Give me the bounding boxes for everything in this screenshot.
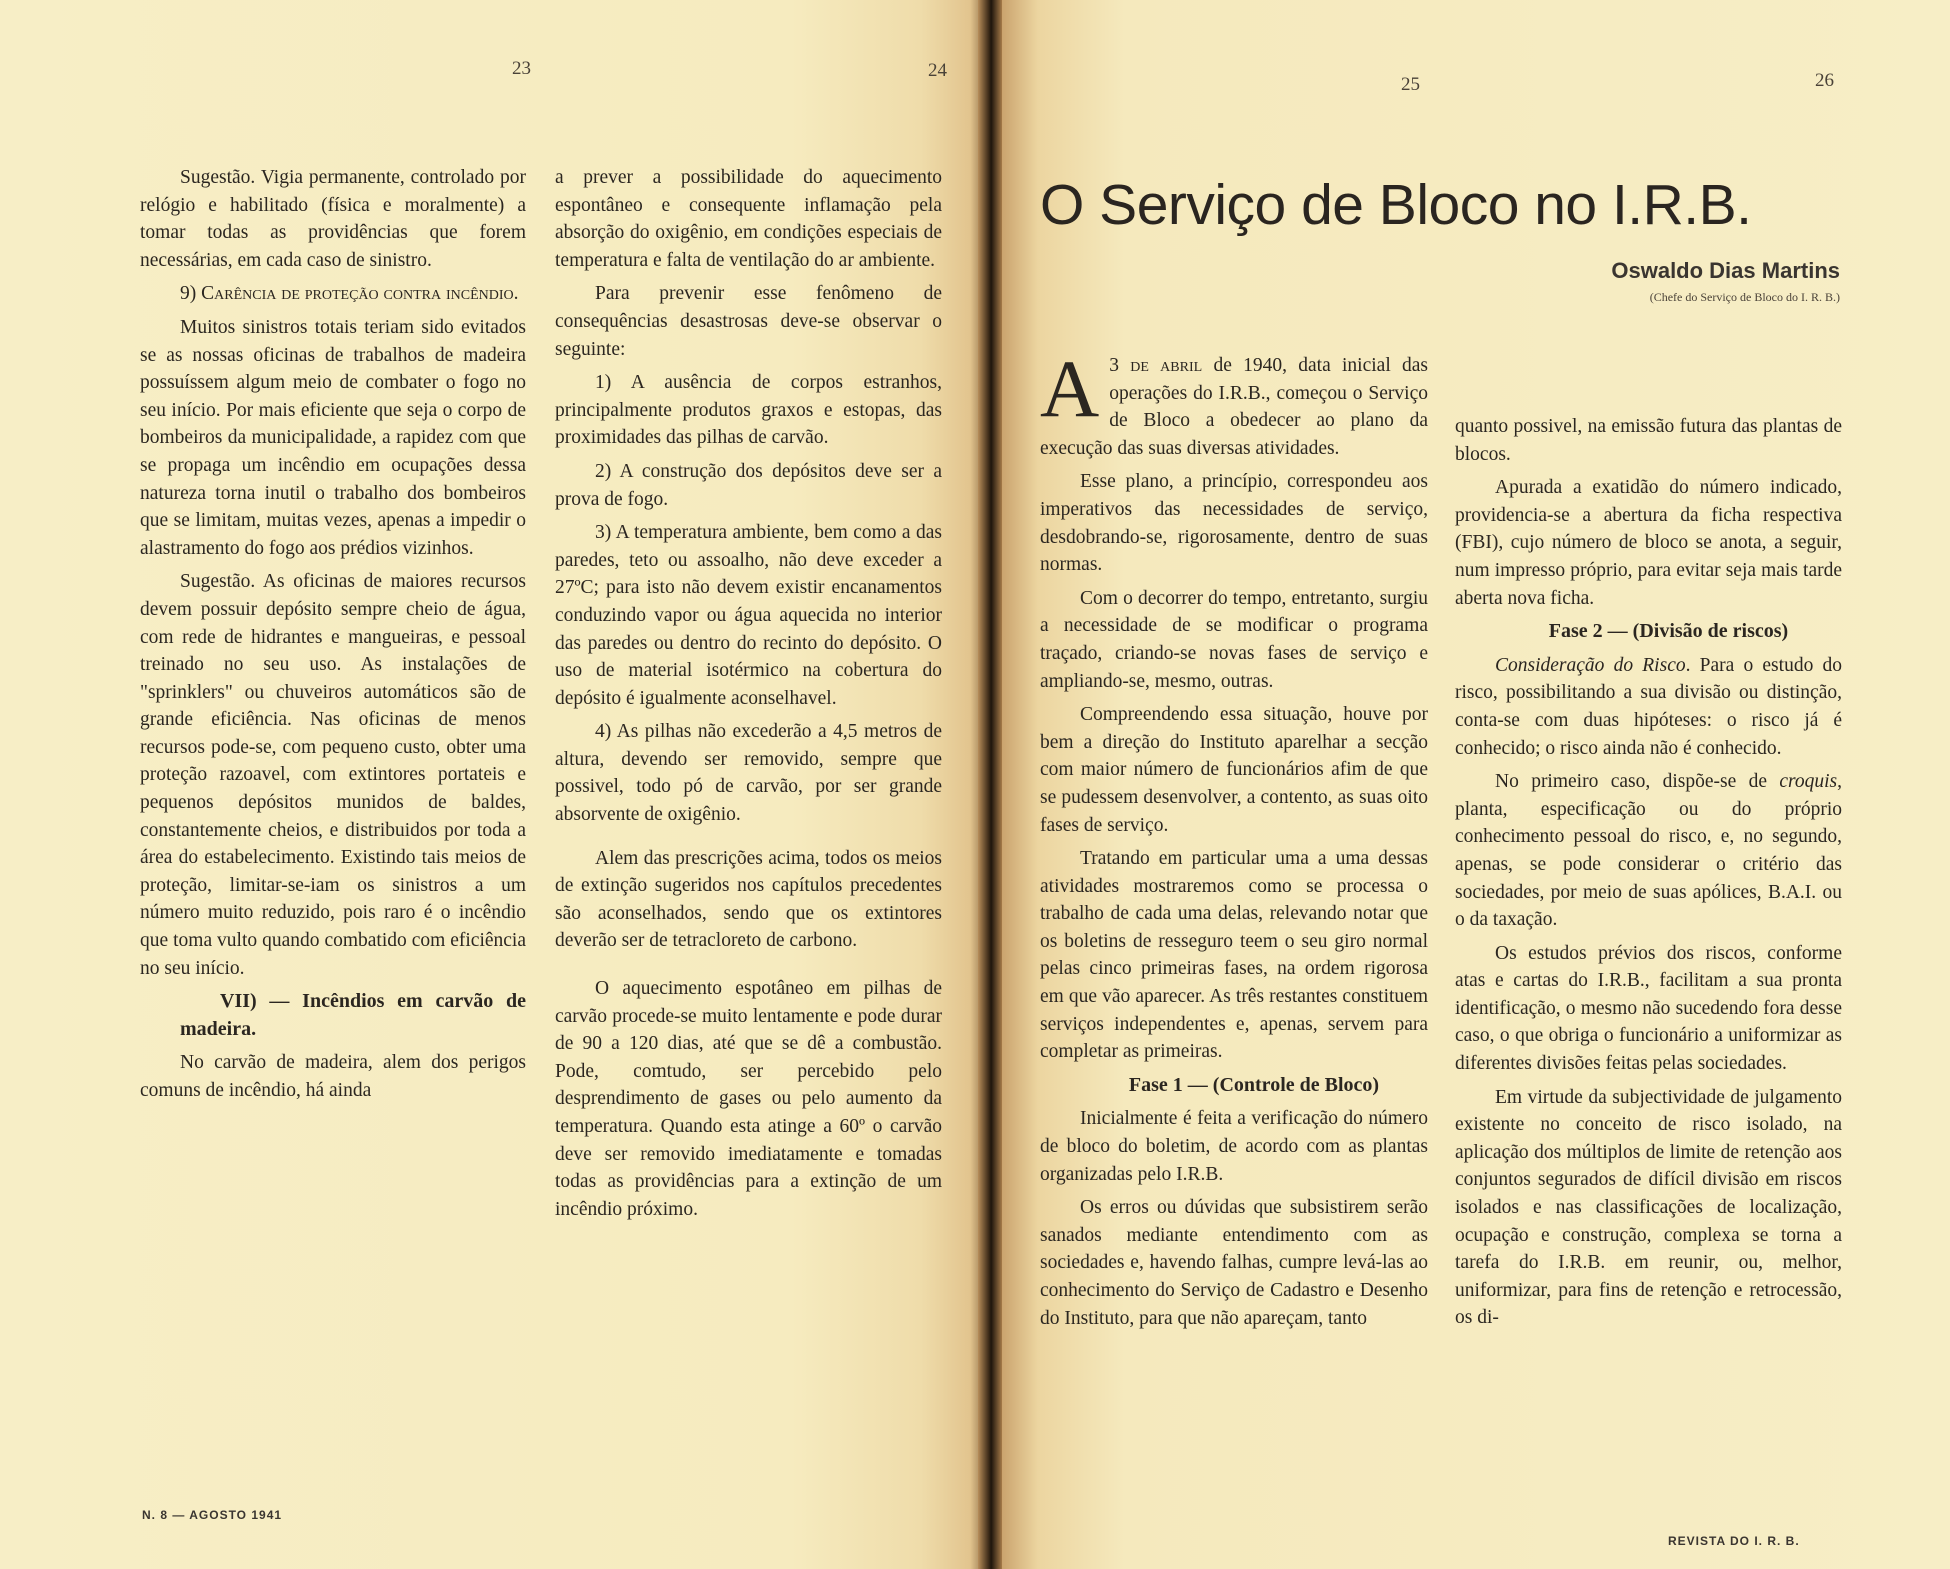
list-item: 1) A ausência de corpos estranhos, principalmente produtos graxos e estopas, das proximidades das pilhas de carvão.: [555, 372, 942, 449]
column-page-23: [140, 164, 526, 1111]
opening-text: de 1940, data inicial das operações do I.R.B., começou o Serviço de Bloco a obedecer ao plano da execução das suas diversas atividades.: [1040, 355, 1428, 459]
paragraph: Com o decorrer do tempo, entretanto, surgiu a necessidade de se modificar o programa traçado, criando-se novas fases de serviço e ampliando-se, mesmo, outras.: [1040, 587, 1428, 692]
paragraph: [1455, 768, 1842, 934]
paragraph: [1455, 652, 1842, 762]
page-number-23: 23: [512, 58, 531, 79]
drop-cap: A: [1040, 343, 1100, 434]
article-author: Oswaldo Dias Martins: [1611, 258, 1840, 283]
paragraph: O aquecimento espotâneo em pilhas de carvão procede-se muito lentamente e pode durar de 90 a 120 dias, até que se dê a combustão. Pode, comtudo, ser percebido pelo desprendimento de gases ou pelo aumento da temperatura. Quando esta atinge a 60º o carvão deve ser removido imediatamente e tomadas todas as providências para a extinção de um incêndio próximo.: [555, 978, 942, 1220]
paragraph: Compreendendo essa situação, houve por bem a direção do Instituto aparelhar a secção com maior número de funcionários afim de que se pudessem desenvolver, a contento, as suas oito fases de serviço.: [1040, 704, 1428, 836]
opening-lead: 3 de abril: [1109, 355, 1203, 376]
list-item: 3) A temperatura ambiente, bem como a das paredes, teto ou assoalho, não deve exceder a 27ºC; para isto não devem existir encanamentos conduzindo vapor ou água aquecida no interior das paredes ou dentro do recinto do depósito. O uso de material isotérmico na cobertura do depósito é igualmente aconselhavel.: [555, 522, 942, 709]
author-role: (Chefe do Serviço de Bloco do I. R. B.): [1649, 290, 1840, 304]
opening-paragraph: [1040, 343, 1428, 462]
phase-2-heading: Fase 2 — (Divisão de riscos): [1548, 620, 1789, 643]
section-heading-vii: VII) — Incêndios em carvão de madeira.: [180, 990, 526, 1040]
paragraph: Em virtude da subjectividade de julgamento existente no conceito de risco isolado, na aplicação dos múltiplos de limite de retenção aos conjuntos segurados de difícil divisão em riscos isolados e nas classificações de localização, ocupação e construção, complexa se torna a tarefa do I.R.B. em reunir, ou, melhor, uniformizar, para fins de retenção e retrocessão, os di-: [1455, 1086, 1842, 1329]
paragraph: Os erros ou dúvidas que subsistirem serão sanados mediante entendimento com as sociedades e, havendo falhas, cumpre levá-las ao conhecimento do Serviço de Cadastro e Desenho do Instituto, para que não apareçam, tanto: [1040, 1197, 1428, 1329]
paragraph: Os estudos prévios dos riscos, conforme atas e cartas do I.R.B., facilitam a sua pronta identificação, o mesmo não sucedendo fora desse caso, o que obriga o funcionário a uniformizar as diferentes divisões feitas pelas sociedades.: [1455, 942, 1842, 1075]
footer-issue: N. 8 — AGOSTO 1941: [142, 1508, 283, 1522]
paragraph: No carvão de madeira, alem dos perigos comuns de incêndio, há ainda: [140, 1052, 526, 1101]
column-page-25: [1040, 343, 1428, 1338]
paragraph: Esse plano, a princípio, correspondeu aos imperativos das necessidades de serviço, desdobrando-se, rigorosamente, dentro de suas normas.: [1040, 471, 1428, 576]
list-item: 2) A construção dos depósitos deve ser a prova de fogo.: [555, 460, 942, 510]
paragraph: Sugestão. As oficinas de maiores recursos devem possuir depósito sempre cheio de água, com rede de hidrantes e mangueiras, e pessoal treinado no seu uso. As instalações de "sprinklers" ou chuveiros automáticos são de grande eficiência. Nas oficinas de menos recursos pode-se, com pequeno custo, obter uma proteção razoavel, com extintores portateis e pequenos depósitos munidos de baldes, constantemente cheios, e distribuidos por toda a área do estabelecimento. Existindo tais meios de proteção, limitar-se-iam os sinistros a um número muito reduzido, pois raro é o incêndio que toma vulto quando combatido com eficiência no seu início.: [140, 571, 526, 979]
column-page-24: [555, 164, 942, 1229]
column-page-26: [1455, 413, 1842, 1338]
paragraph: Apurada a exatidão do número indicado, providencia-se a abertura da ficha respectiva (FBI), cujo número de bloco se anota, a seguir, num impresso próprio, para evitar seja mais tarde aberta nova ficha.: [1455, 477, 1842, 609]
risk-lead: Consideração do Risco: [1495, 654, 1686, 676]
paragraph: quanto possivel, na emissão futura das plantas de blocos.: [1455, 416, 1842, 465]
page-number-24: 24: [928, 60, 947, 81]
paragraph: Inicialmente é feita a verificação do número de bloco do boletim, de acordo com as plantas organizadas pelo I.R.B.: [1040, 1108, 1428, 1185]
phase-1-heading: Fase 1 — (Controle de Bloco): [1128, 1073, 1380, 1096]
paragraph: Para prevenir esse fenômeno de consequências desastrosas deve-se observar o seguinte:: [555, 283, 942, 360]
paragraph: Sugestão. Vigia permanente, controlado por relógio e habilitado (física e moralmente) a tomar todas as providências que forem necessárias, em cada caso de sinistro.: [140, 167, 526, 271]
paragraph: a prever a possibilidade do aquecimento espontâneo e consequente inflamação pela absorção do oxigênio, em condições especiais de temperatura e falta de ventilação do ar ambiente.: [555, 167, 942, 271]
section-item-9: 9) Carência de proteção contra incêndio.: [180, 283, 519, 305]
footer-journal: REVISTA DO I. R. B.: [1668, 1534, 1800, 1548]
text-span: , planta, especificação ou do próprio conhecimento pessoal do risco, e, no segundo, apenas, se pode considerar o critério das sociedades, por meio de suas apólices, B.A.I. ou o da taxação.: [1455, 771, 1842, 931]
risk-text: . Para o estudo do risco, possibilitando a sua divisão ou distinção, conta-se com duas hipóteses: o risco já é conhecido; o risco ainda não é conhecido.: [1455, 654, 1842, 759]
list-item: 4) As pilhas não excederão a 4,5 metros de altura, devendo ser removido, sempre que possivel, todo pó de carvão, por ser grande absorvente de oxigênio.: [555, 721, 942, 826]
paragraph: Muitos sinistros totais teriam sido evitados se as nossas oficinas de trabalhos de madeira possuíssem algum meio de combater o fogo no seu início. Por mais eficiente que seja o corpo de bombeiros da municipalidade, a rapidez com que se propaga um incêndio em ocupações dessa natureza torna inutil o trabalho dos bombeiros que se limitam, muitas vezes, apenas a impedir o alastramento do fogo aos prédios vizinhos.: [140, 316, 526, 559]
article-title: O Serviço de Bloco no I.R.B.: [1040, 173, 1752, 237]
text-span: No primeiro caso, dispõe-se de: [1495, 771, 1780, 793]
page-number-25: 25: [1401, 74, 1420, 95]
paragraph: Tratando em particular uma a uma dessas atividades mostraremos como se processa o trabalho de cada uma delas, relevando notar que os boletins de resseguro teem o seu giro normal pelas cinco primeiras fases, na ordem rigorosa em que vão aparecer. As três restantes constituem serviços independentes e, apenas, servem para completar as primeiras.: [1040, 848, 1428, 1063]
paragraph: Alem das prescrições acima, todos os meios de extinção sugeridos nos capítulos precedentes são aconselhados, sendo que os extintores deverão ser de tetracloreto de carbono.: [555, 847, 942, 952]
page-number-26: 26: [1815, 70, 1834, 91]
book-gutter: [978, 0, 1002, 1569]
italic-term: croquis: [1779, 771, 1838, 793]
